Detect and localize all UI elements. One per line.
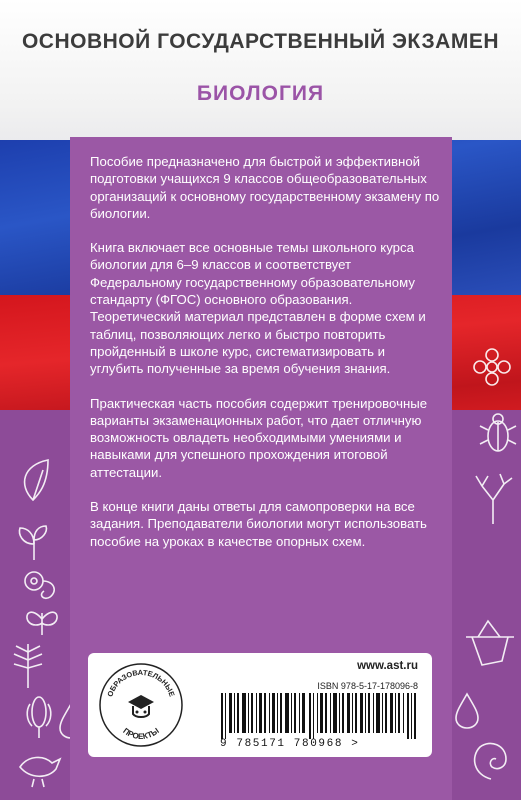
chameleon-doodle-icon	[20, 565, 64, 605]
bird-doodle-icon	[14, 745, 64, 789]
flag-white-stripe	[0, 0, 521, 150]
educational-projects-logo	[98, 662, 184, 748]
publisher-website: www.ast.ru	[357, 660, 418, 672]
description-paragraph-4: В конце книги даны ответы для самопроверки на все задания. Преподаватели биологии могут использовать пособие на уроках в качестве опорных схем.	[90, 499, 427, 549]
subject-title: БИОЛОГИЯ	[196, 82, 325, 105]
description-paragraph-2: Книга включает все основные темы школьного курса биологии для 6–9 классов и соответствует Федеральному государственному образовательному стандарту (ФГОС) основного образования. Теоретический материал представлен в форме схем и таблиц, позволяющих легко и быстро повторить пройденный в школе курс, систематизировать и углубить полученные за время обучения знания.	[90, 240, 426, 377]
sprout-doodle-icon	[12, 520, 56, 564]
fern-doodle-icon	[6, 640, 50, 690]
butterfly-doodle-icon	[22, 605, 62, 641]
description-paragraph-1: Пособие предназначено для быстрой и эффективной подготовки учащихся 9 классов общеобразовательных организаций к основному государственному экзамену по биологии.	[90, 154, 440, 221]
flower-doodle-icon	[470, 345, 514, 389]
description-text	[90, 153, 440, 567]
barcode	[221, 693, 417, 739]
iceberg-doodle-icon	[462, 615, 518, 671]
corn-doodle-icon	[22, 690, 56, 740]
barcode-number: 9 785171 780968 >	[220, 738, 360, 750]
exam-title: ОСНОВНОЙ ГОСУДАРСТВЕННЫЙ ЭКЗАМЕН	[21, 30, 500, 53]
description-paragraph-3: Практическая часть пособия содержит тренировочные варианты экзаменационных работ, что дает отличную возможность овладеть необходимыми умениями и навыками для успешного прохождения итоговой аттестации.	[90, 395, 428, 480]
shell-doodle-icon	[466, 735, 516, 785]
publisher-info-box	[88, 653, 432, 757]
beetle-doodle-icon	[478, 408, 518, 458]
drop-right-doodle-icon	[452, 690, 482, 730]
isbn-number: ISBN 978-5-17-178096-8	[317, 681, 418, 691]
leaf-doodle-icon	[8, 455, 58, 505]
logo-text-bottom: ПРОЕКТЫ	[121, 726, 161, 742]
logo-text-top: ОБРАЗОВАТЕЛЬНЫЕ	[105, 667, 177, 698]
coral-doodle-icon	[468, 470, 518, 526]
